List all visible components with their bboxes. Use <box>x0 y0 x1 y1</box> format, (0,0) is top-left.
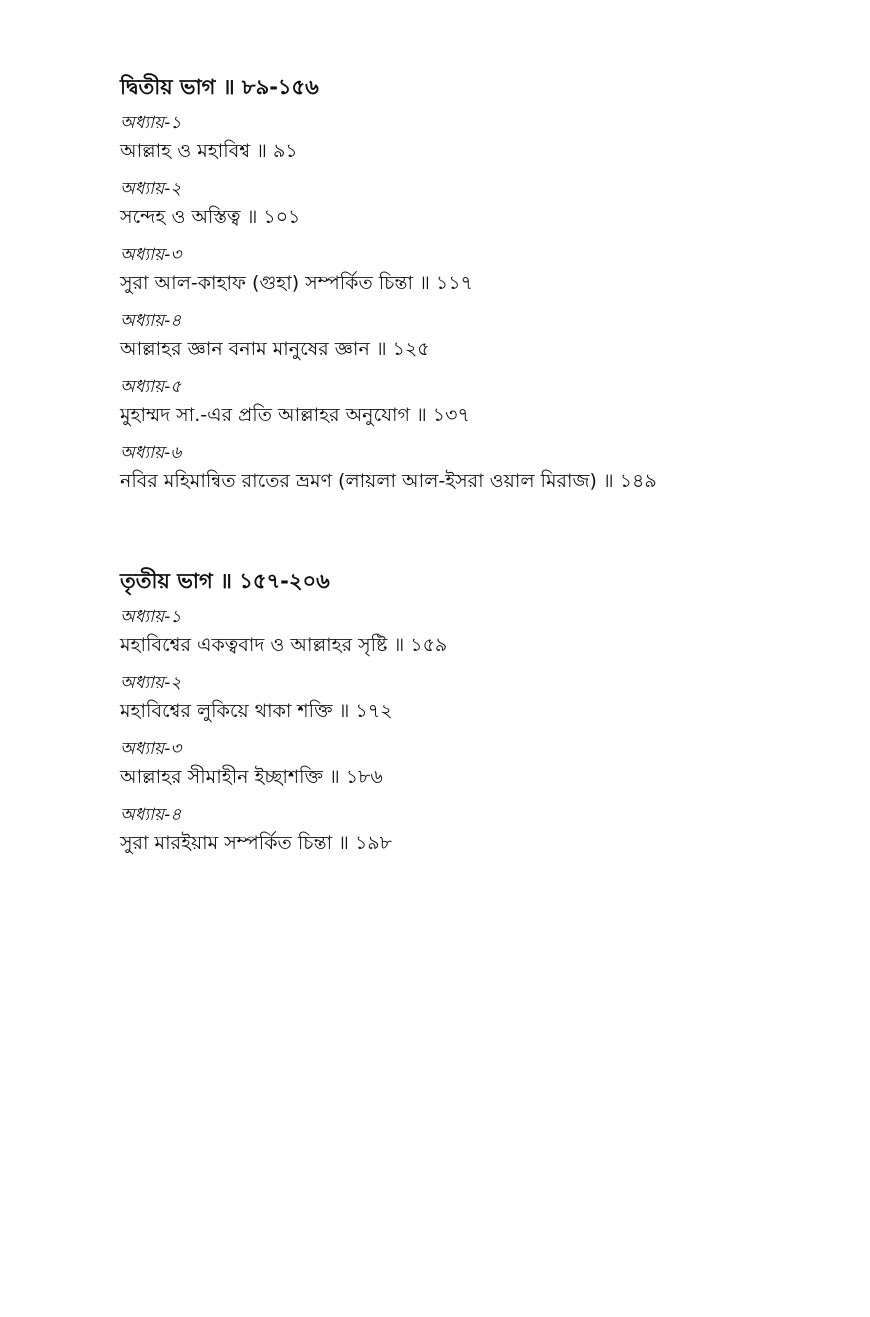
chapter-title: সন্দেহ ও অস্তিত্ব ॥ ১০১ <box>120 206 301 228</box>
chapter-entry[interactable] <box>120 670 820 726</box>
table-of-contents <box>120 70 820 868</box>
chapter-title: সুরা আল-কাহাফ (গুহা) সম্পর্কিত চিন্তা ॥ ১১৭ <box>120 272 473 294</box>
part-title: দ্বিতীয় ভাগ ॥ ৮৯-১৫৬ <box>120 75 319 99</box>
chapter-title: আল্লাহর সীমাহীন ইচ্ছাশক্তি ॥ ১৮৬ <box>120 766 383 788</box>
part-three <box>120 564 820 858</box>
chapter-label: অধ্যায়-৪ <box>120 805 182 825</box>
chapter-entry[interactable] <box>120 242 820 298</box>
part-title: তৃতীয় ভাগ ॥ ১৫৭-২০৬ <box>120 569 330 593</box>
chapter-label: অধ্যায়-৪ <box>120 311 182 331</box>
chapter-label: অধ্যায়-৬ <box>120 443 182 463</box>
chapter-entry[interactable] <box>120 110 820 166</box>
chapter-label: অধ্যায়-২ <box>120 673 182 693</box>
chapter-title: সুরা মারইয়াম সম্পর্কিত চিন্তা ॥ ১৯৮ <box>120 832 392 854</box>
chapter-entry[interactable] <box>120 802 820 858</box>
chapter-entry[interactable] <box>120 736 820 792</box>
chapter-entry[interactable] <box>120 440 820 496</box>
chapter-entry[interactable] <box>120 374 820 430</box>
chapter-title: নবির মহিমান্বিত রাতের ভ্রমণ (লায়লা আল-ইসরা ওয়াল মিরাজ) ॥ ১৪৯ <box>120 470 657 492</box>
chapter-label: অধ্যায়-২ <box>120 179 182 199</box>
chapter-label: অধ্যায়-৩ <box>120 739 182 759</box>
chapter-entry[interactable] <box>120 176 820 232</box>
chapter-entry[interactable] <box>120 604 820 660</box>
chapter-label: অধ্যায়-৫ <box>120 377 182 397</box>
chapter-title: মহাবিশ্বের লুকিয়ে থাকা শক্তি ॥ ১৭২ <box>120 700 393 722</box>
chapter-label: অধ্যায়-৩ <box>120 245 182 265</box>
part-two <box>120 70 820 496</box>
chapter-title: আল্লাহর জ্ঞান বনাম মানুষের জ্ঞান ॥ ১২৫ <box>120 338 430 360</box>
chapter-title: মুহাম্মদ সা.-এর প্রতি আল্লাহর অনুযোগ ॥ ১৩৭ <box>120 404 470 426</box>
chapter-title: আল্লাহ ও মহাবিশ্ব ॥ ৯১ <box>120 140 298 162</box>
chapter-title: মহাবিশ্বের একত্ববাদ ও আল্লাহর সৃষ্টি ॥ ১৫৯ <box>120 634 448 656</box>
chapter-entry[interactable] <box>120 308 820 364</box>
chapter-label: অধ্যায়-১ <box>120 607 182 627</box>
chapter-label: অধ্যায়-১ <box>120 113 182 133</box>
